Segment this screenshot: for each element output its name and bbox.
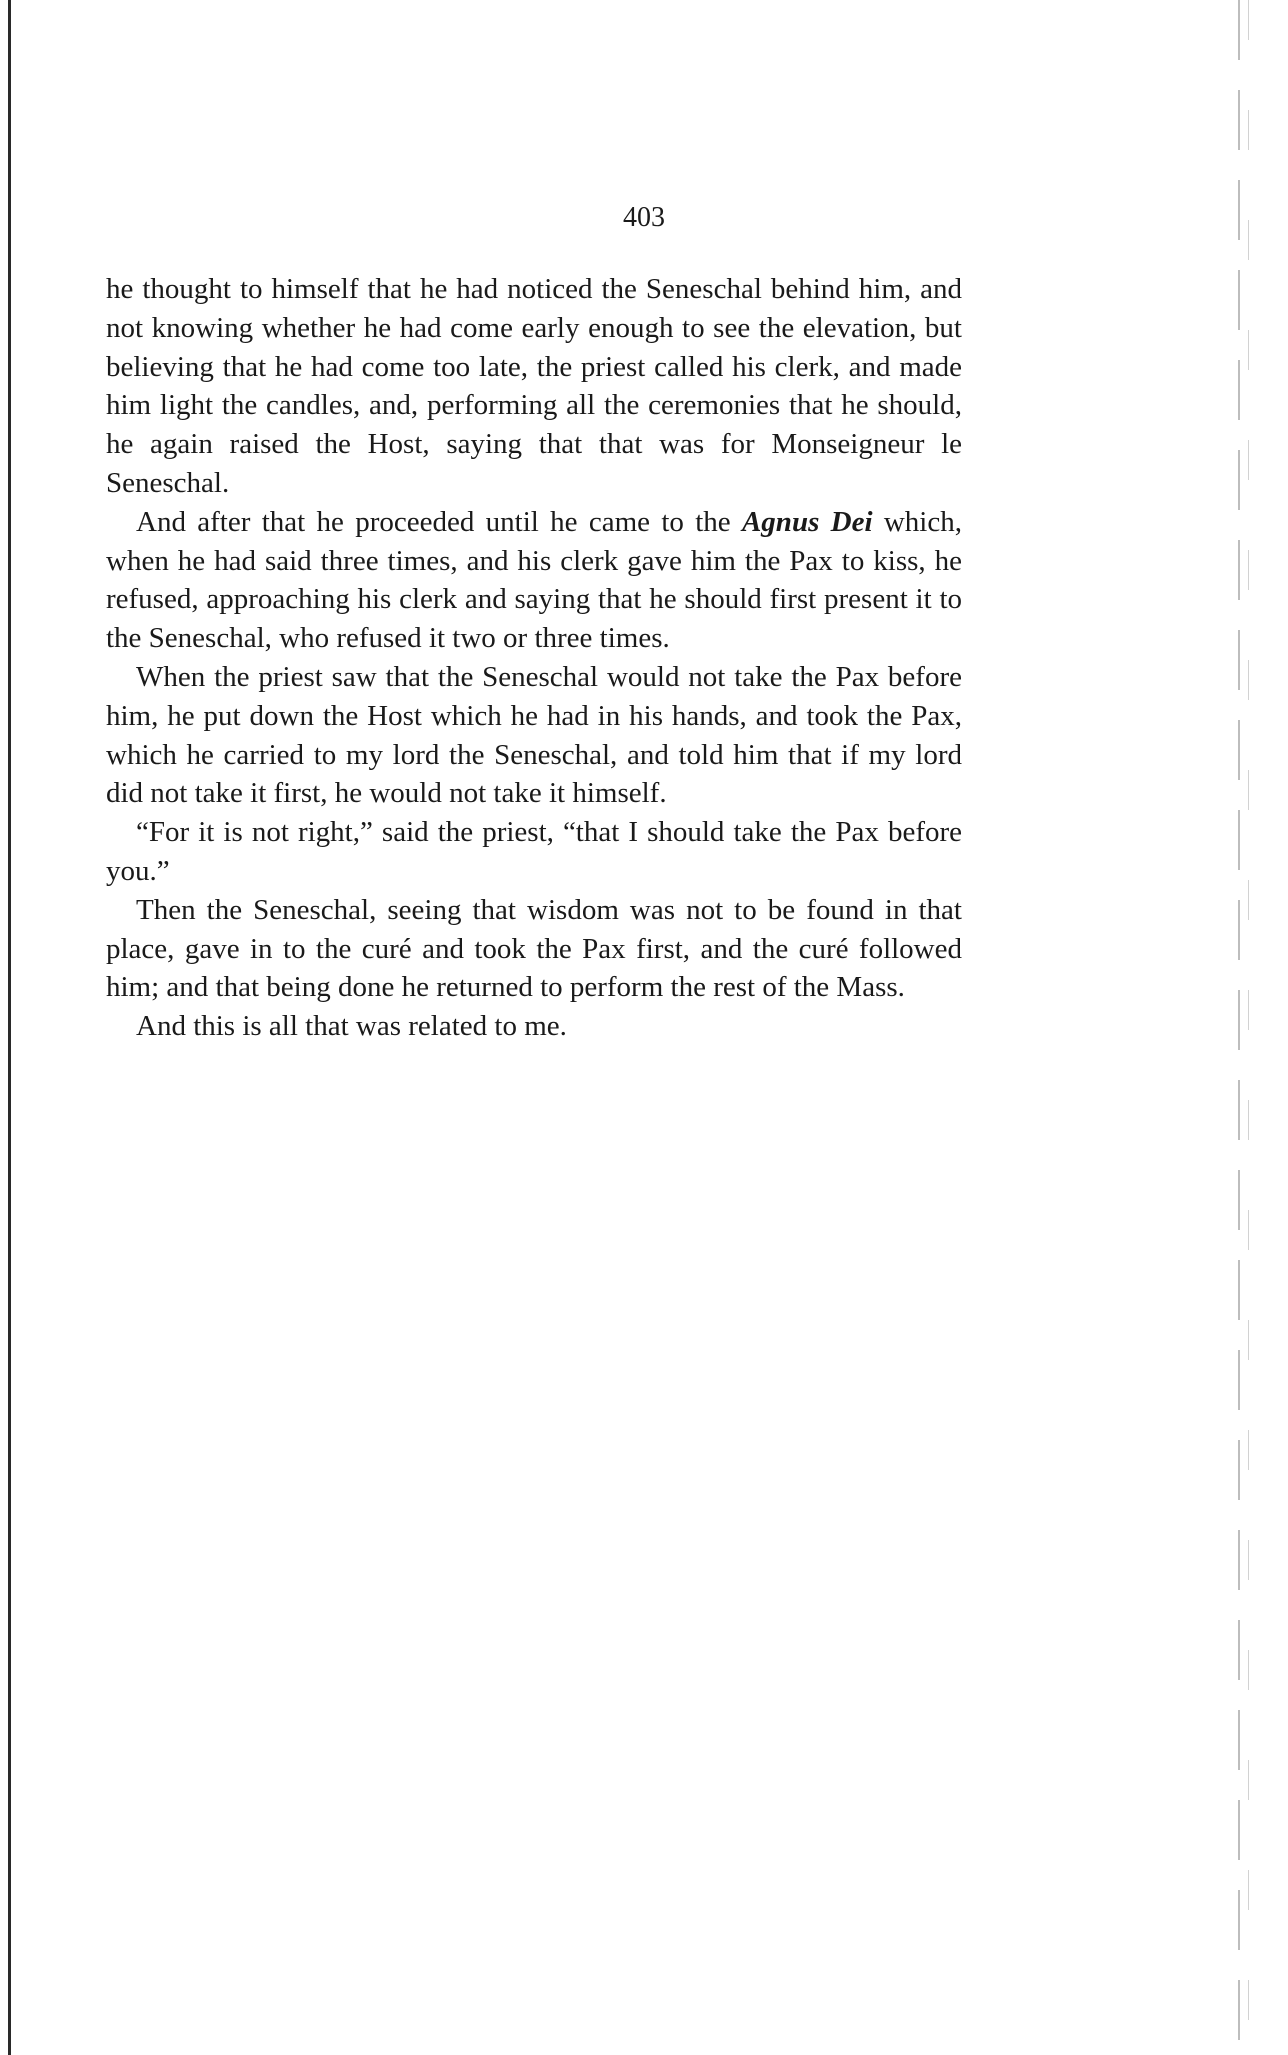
paragraph-1: he thought to himself that he had noticed the Seneschal behind him, and not knowing whether he had come early enough to see the elevation, but believing that he had come too late, the priest called his clerk, and made him light the candles, and, performing all the ceremonies that he should, he again raised the Host, saying that that was for Monseigneur le Seneschal.	[106, 273, 962, 499]
paragraph-4: “For it is not right,” said the priest, “that I should take the Pax before you.”	[106, 816, 962, 887]
paragraph-2	[106, 503, 962, 658]
page-number: 403	[623, 202, 665, 233]
paragraph-6: And this is all that was related to me.	[136, 1010, 567, 1043]
page-right-edge-shadow	[1248, 0, 1249, 2055]
paragraph-5: Then the Seneschal, seeing that wisdom was not to be found in that place, gave in to the curé and took the Pax first, and the curé followed him; and that being done he returned to perform the rest of the Mass.	[106, 893, 962, 1004]
paragraph-2-after: which, when he had said three times, and his clerk gave him the Pax to kiss, he refused, approaching his clerk and saying that he should first present it to the Seneschal, who refused it two or three times.	[106, 505, 962, 655]
body-text	[106, 270, 962, 1046]
paragraph-2-before: And after that he proceeded until he came to the	[136, 505, 742, 538]
page-right-edge	[1238, 0, 1240, 2055]
paragraph-3: When the priest saw that the Seneschal would not take the Pax before him, he put down the Host which he had in his hands, and took the Pax, which he carried to my lord the Seneschal, and told him that if my lord did not take it first, he would not take it himself.	[106, 660, 962, 810]
paragraph-2-emphasis: Agnus Dei	[741, 505, 873, 538]
page-left-edge	[8, 0, 11, 2055]
